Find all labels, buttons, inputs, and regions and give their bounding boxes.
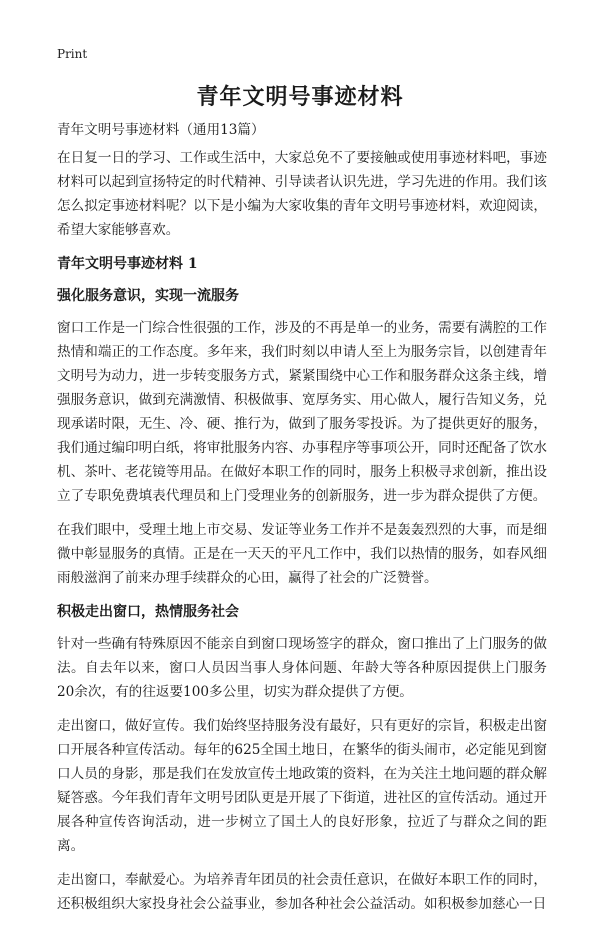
print-link[interactable]: Print bbox=[57, 47, 88, 61]
document-subtitle: 青年文明号事迹材料（通用13篇） bbox=[57, 122, 265, 138]
document-title: 青年文明号事迹材料 bbox=[196, 84, 404, 110]
intro-paragraph: 在日复一日的学习、工作或生活中，大家总免不了要接触或使用事迹材料吧，事迹材料可以起到宣扬特定的时代精神、引导读者认识先进，学习先进的作用。我们该怎么拟定事迹材料呢？以下是小编为大家收集的青年文明号事迹材料，欢迎阅读，希望大家能够喜欢。 bbox=[57, 150, 547, 238]
document-body bbox=[57, 118, 547, 926]
section-title: 青年文明号事迹材料 1 bbox=[57, 256, 198, 272]
section-heading: 积极走出窗口，热情服务社会 bbox=[57, 604, 239, 620]
body-paragraph: 走出窗口，做好宣传。我们始终坚持服务没有最好，只有更好的宗旨，积极走出窗口开展各种宣传活动。每年的625全国土地日，在繁华的街头闹市，必定能见到窗口人员的身影，那是我们在发放宣传土地政策的资料，在为关注土地问题的群众解疑答惑。今年我们青年文明号团队更是开展了下街道，进社区的宣传活动。通过开展各种宣传咨询活动，进一步树立了国土人的良好形象，拉近了与群众之间的距离。 bbox=[57, 718, 547, 854]
section-heading: 强化服务意识，实现一流服务 bbox=[57, 288, 239, 304]
body-paragraph: 窗口工作是一门综合性很强的工作，涉及的不再是单一的业务，需要有满腔的工作热情和端正的工作态度。多年来，我们时刻以申请人至上为服务宗旨，以创建青年文明号为动力，进一步转变服务方式，紧紧围绕中心工作和服务群众这条主线，增强服务意识，做到充满激情、积极做事、宽厚务实、用心做人，履行告知义务，兑现承诺时限，无生、冷、硬、推行为，做到了服务零投诉。为了提供更好的服务，我们通过编印明白纸，将审批服务内容、办事程序等事项公开，同时还配备了饮水机、茶叶、老花镜等用品。在做好本职工作的同时，服务上积极寻求创新，推出设立了专职免费填表代理员和上门受理业务的创新服务，进一步为群众提供了方便。 bbox=[57, 320, 547, 504]
body-paragraph: 针对一些确有特殊原因不能亲自到窗口现场签字的群众，窗口推出了上门服务的做法。自去年以来，窗口人员因当事人身体问题、年龄大等各种原因提供上门服务20余次，有的往返要100多公里，切实为群众提供了方便。 bbox=[57, 636, 547, 700]
body-paragraph: 在我们眼中，受理土地上市交易、发证等业务工作并不是轰轰烈烈的大事，而是细微中彰显服务的真情。正是在一天天的平凡工作中，我们以热情的服务，如春风细雨般滋润了前来办理手续群众的心田，赢得了社会的广泛赞誉。 bbox=[57, 522, 547, 586]
body-paragraph: 走出窗口，奉献爱心。为培养青年团员的社会责任意识，在做好本职工作的同时，还积极组织大家投身社会公益事业，参加各种社会公益活动。如积极参加慈心一日 bbox=[57, 872, 547, 912]
